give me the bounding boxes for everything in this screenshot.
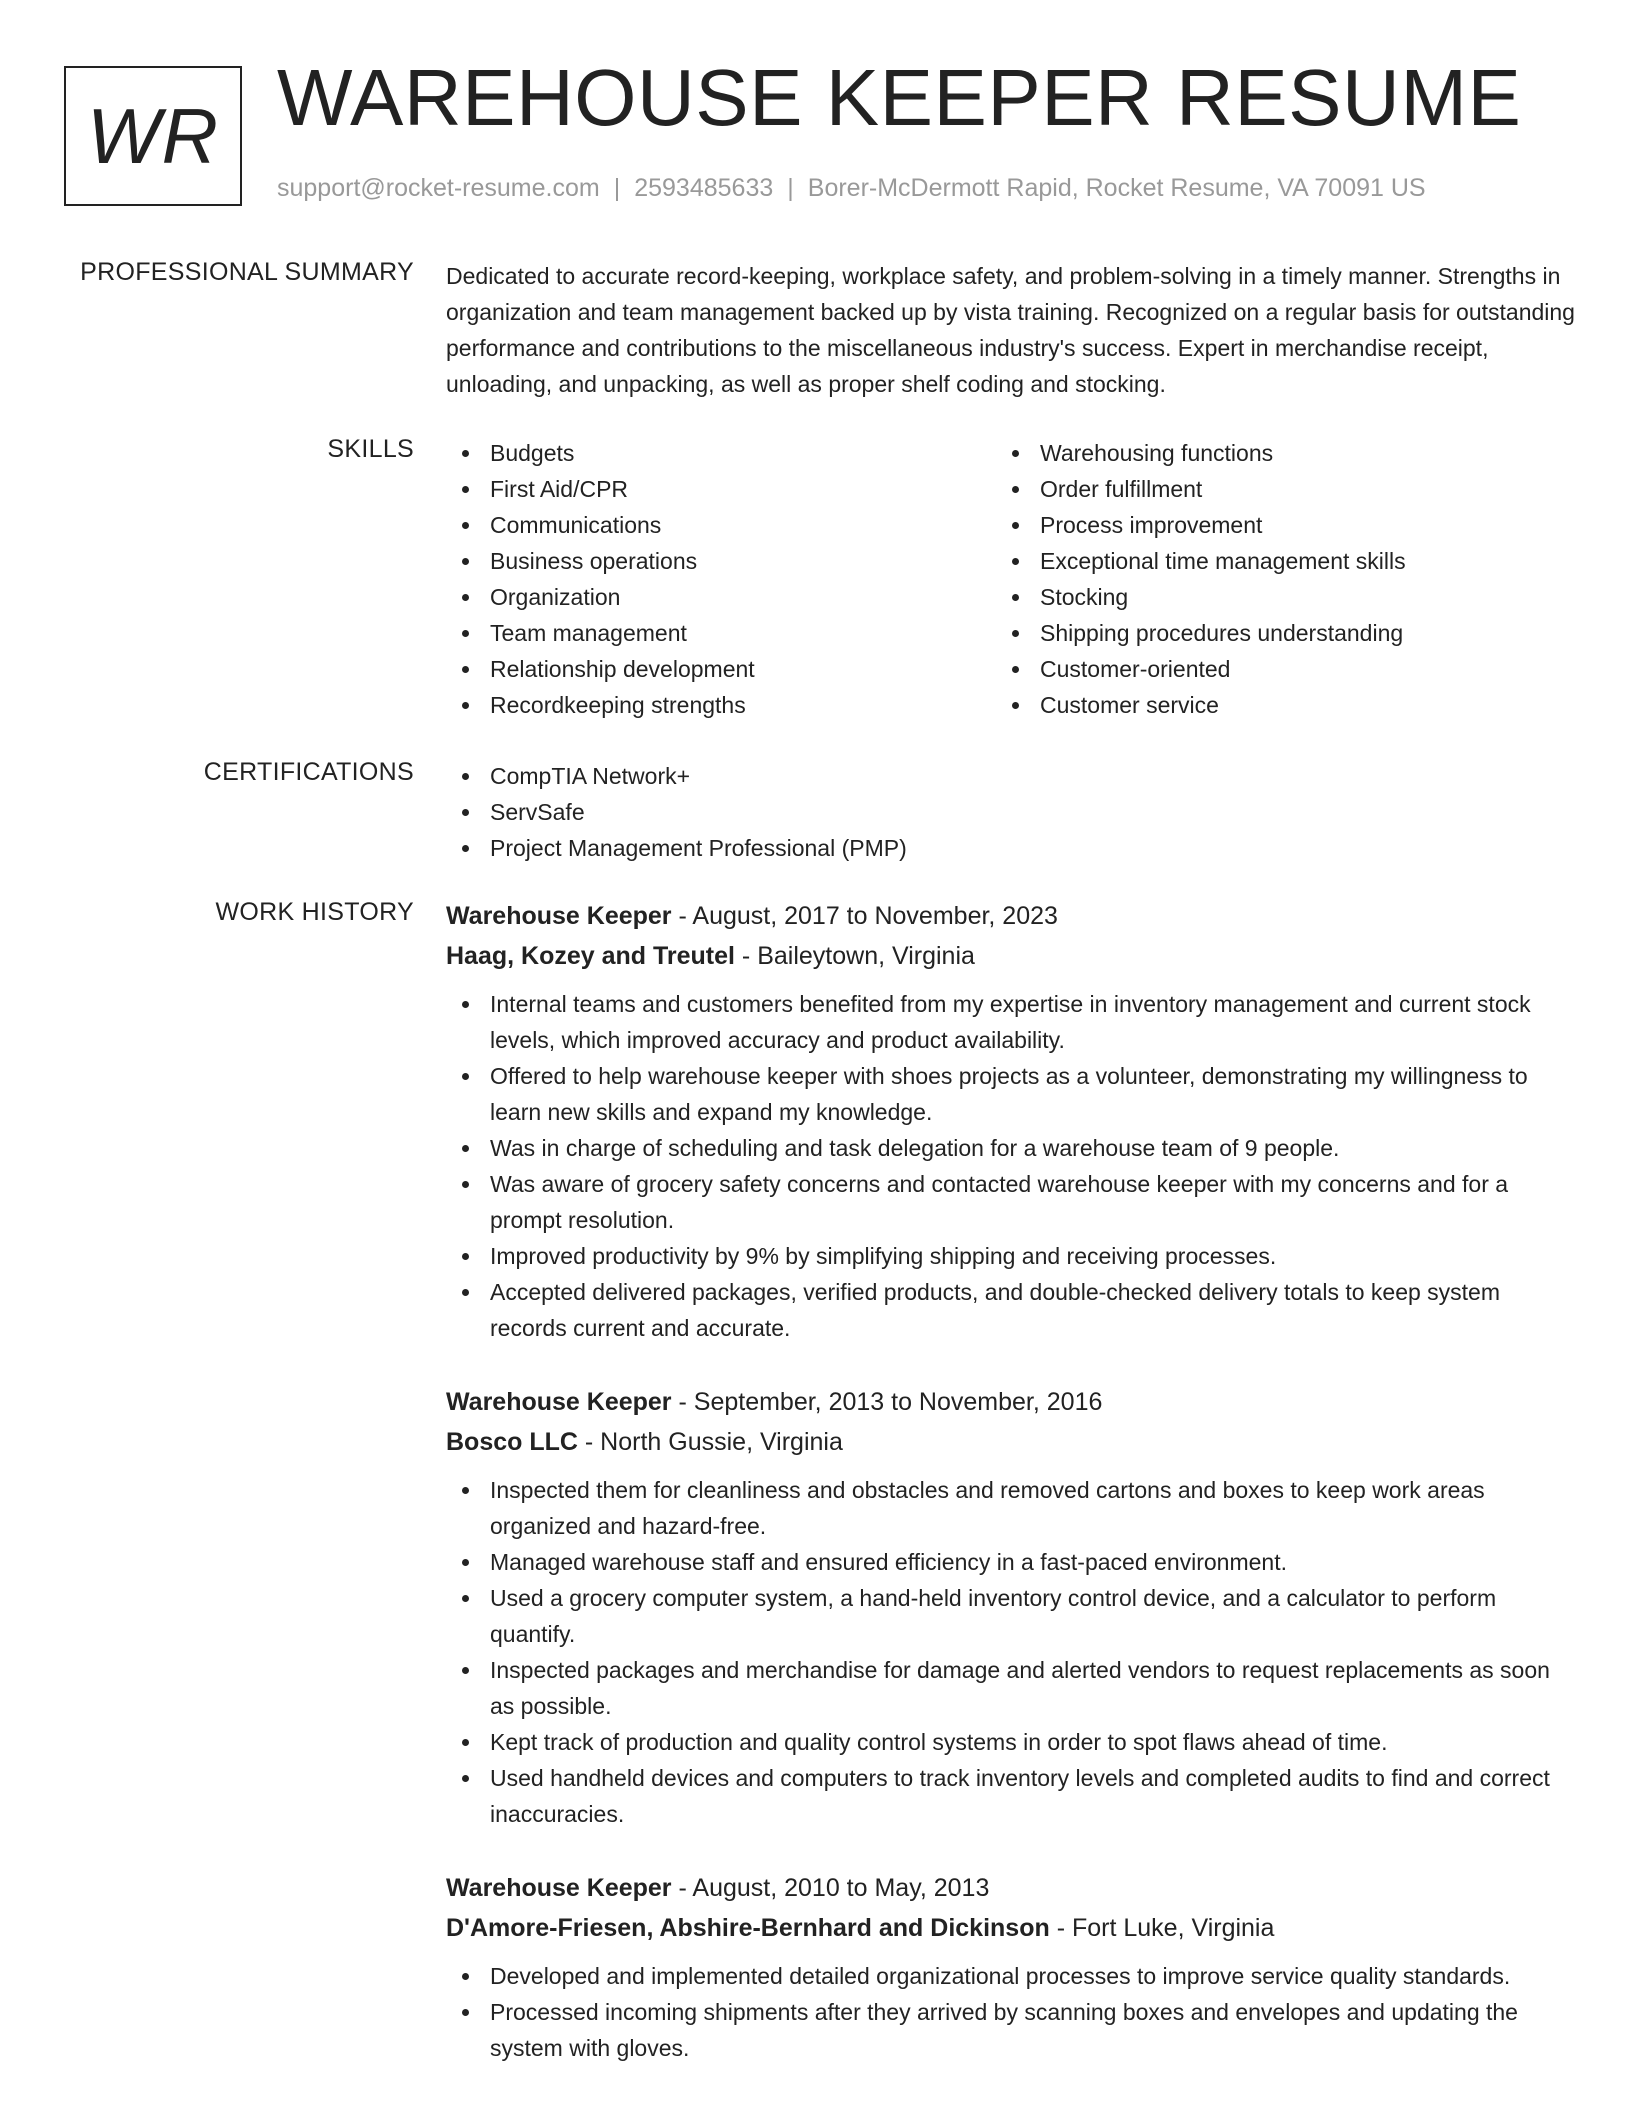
job-title-line bbox=[446, 896, 1576, 936]
job-company-line bbox=[446, 1422, 1576, 1462]
job-title: Warehouse Keeper bbox=[446, 1388, 672, 1416]
contact-line bbox=[277, 174, 1426, 203]
summary-text: Dedicated to accurate record-keeping, workplace safety, and problem-solving in a timely manner. Strengths in organization and team management backed up by vista training. Recognized on a regular basis for outstanding performance and contributions to the miscellaneous industry's success. Expert in merchandise receipt, unloading, and unpacking, as well as proper shelf coding and stocking. bbox=[446, 263, 1575, 397]
skill-item: First Aid/CPR bbox=[446, 471, 996, 507]
contact-separator: | bbox=[613, 174, 621, 202]
contact-phone[interactable]: 2593485633 bbox=[634, 174, 774, 202]
contact-separator: | bbox=[787, 174, 794, 202]
job-bullets bbox=[446, 1472, 1576, 1832]
job-bullet: Managed warehouse staff and ensured efficiency in a fast-paced environment. bbox=[446, 1544, 1576, 1580]
skill-item: Customer service bbox=[996, 687, 1546, 723]
job-bullet: Processed incoming shipments after they arrived by scanning boxes and envelopes and updating the system with gloves. bbox=[446, 1994, 1576, 2066]
job-dates: - September, 2013 to November, 2016 bbox=[678, 1388, 1103, 1416]
skill-item: Recordkeeping strengths bbox=[446, 687, 996, 723]
job-location: - Fort Luke, Virginia bbox=[1056, 1914, 1275, 1942]
job-title: Warehouse Keeper bbox=[446, 1874, 672, 1902]
job-bullet: Offered to help warehouse keeper with shoes projects as a volunteer, demonstrating my willingness to learn new skills and expand my knowledge. bbox=[446, 1058, 1576, 1130]
skill-item: Stocking bbox=[996, 579, 1546, 615]
skill-item: Budgets bbox=[446, 435, 996, 471]
skill-item: Exceptional time management skills bbox=[996, 543, 1546, 579]
skills-list-right bbox=[996, 435, 1546, 723]
skills-list-left bbox=[446, 435, 996, 723]
job-title: Warehouse Keeper bbox=[446, 902, 672, 930]
job-title-line bbox=[446, 1382, 1576, 1422]
job-bullets bbox=[446, 1958, 1576, 2066]
summary-label: PROFESSIONAL SUMMARY bbox=[80, 258, 414, 286]
job-dates: - August, 2017 to November, 2023 bbox=[678, 902, 1058, 930]
job-bullet: Kept track of production and quality control systems in order to spot flaws ahead of time. bbox=[446, 1724, 1576, 1760]
skill-item: Relationship development bbox=[446, 651, 996, 687]
job-company: Haag, Kozey and Treutel bbox=[446, 942, 735, 970]
job-company: Bosco LLC bbox=[446, 1428, 578, 1456]
job-bullet: Used handheld devices and computers to track inventory levels and completed audits to find and correct inaccuracies. bbox=[446, 1760, 1576, 1832]
job-bullet: Was in charge of scheduling and task delegation for a warehouse team of 9 people. bbox=[446, 1130, 1576, 1166]
contact-email[interactable]: support@rocket-resume.com bbox=[277, 174, 600, 202]
skill-item: Shipping procedures understanding bbox=[996, 615, 1546, 651]
skill-item: Warehousing functions bbox=[996, 435, 1546, 471]
job-company: D'Amore-Friesen, Abshire-Bernhard and Dickinson bbox=[446, 1914, 1050, 1942]
skill-item: Process improvement bbox=[996, 507, 1546, 543]
certification-item: Project Management Professional (PMP) bbox=[446, 830, 1576, 866]
job-company-line bbox=[446, 936, 1576, 976]
monogram-text: WR bbox=[87, 91, 219, 180]
job-bullet: Internal teams and customers benefited from my expertise in inventory management and current stock levels, which improved accuracy and product availability. bbox=[446, 986, 1576, 1058]
work-history-label: WORK HISTORY bbox=[215, 898, 414, 926]
job-bullets bbox=[446, 986, 1576, 1346]
skills-label: SKILLS bbox=[327, 435, 414, 463]
job-bullet: Improved productivity by 9% by simplifying shipping and receiving processes. bbox=[446, 1238, 1576, 1274]
certification-item: CompTIA Network+ bbox=[446, 758, 1576, 794]
certifications-list bbox=[446, 758, 1576, 866]
contact-address: Borer-McDermott Rapid, Rocket Resume, VA 70091 US bbox=[807, 174, 1426, 202]
job-bullet: Used a grocery computer system, a hand-held inventory control device, and a calculator to perform quantify. bbox=[446, 1580, 1576, 1652]
job-entry bbox=[446, 1382, 1576, 1832]
job-company-line bbox=[446, 1908, 1576, 1948]
job-entry bbox=[446, 1868, 1576, 2066]
job-title-line bbox=[446, 1868, 1576, 1908]
job-bullet: Inspected packages and merchandise for damage and alerted vendors to request replacements as soon as possible. bbox=[446, 1652, 1576, 1724]
job-bullet: Was aware of grocery safety concerns and contacted warehouse keeper with my concerns and for a prompt resolution. bbox=[446, 1166, 1576, 1238]
skill-item: Organization bbox=[446, 579, 996, 615]
certification-item: ServSafe bbox=[446, 794, 1576, 830]
skill-item: Team management bbox=[446, 615, 996, 651]
skill-item: Order fulfillment bbox=[996, 471, 1546, 507]
resume-title: WAREHOUSE KEEPER RESUME bbox=[277, 53, 1522, 142]
certifications-label: CERTIFICATIONS bbox=[203, 758, 414, 786]
job-bullet: Inspected them for cleanliness and obstacles and removed cartons and boxes to keep work areas organized and hazard-free. bbox=[446, 1472, 1576, 1544]
skill-item: Business operations bbox=[446, 543, 996, 579]
job-entry bbox=[446, 896, 1576, 1346]
skill-item: Customer-oriented bbox=[996, 651, 1546, 687]
skill-item: Communications bbox=[446, 507, 996, 543]
job-dates: - August, 2010 to May, 2013 bbox=[678, 1874, 990, 1902]
job-location: - Baileytown, Virginia bbox=[741, 942, 975, 970]
job-bullet: Accepted delivered packages, verified products, and double-checked delivery totals to keep system records current and accurate. bbox=[446, 1274, 1576, 1346]
job-location: - North Gussie, Virginia bbox=[584, 1428, 843, 1456]
job-bullet: Developed and implemented detailed organizational processes to improve service quality standards. bbox=[446, 1958, 1576, 1994]
monogram-badge bbox=[64, 66, 242, 206]
